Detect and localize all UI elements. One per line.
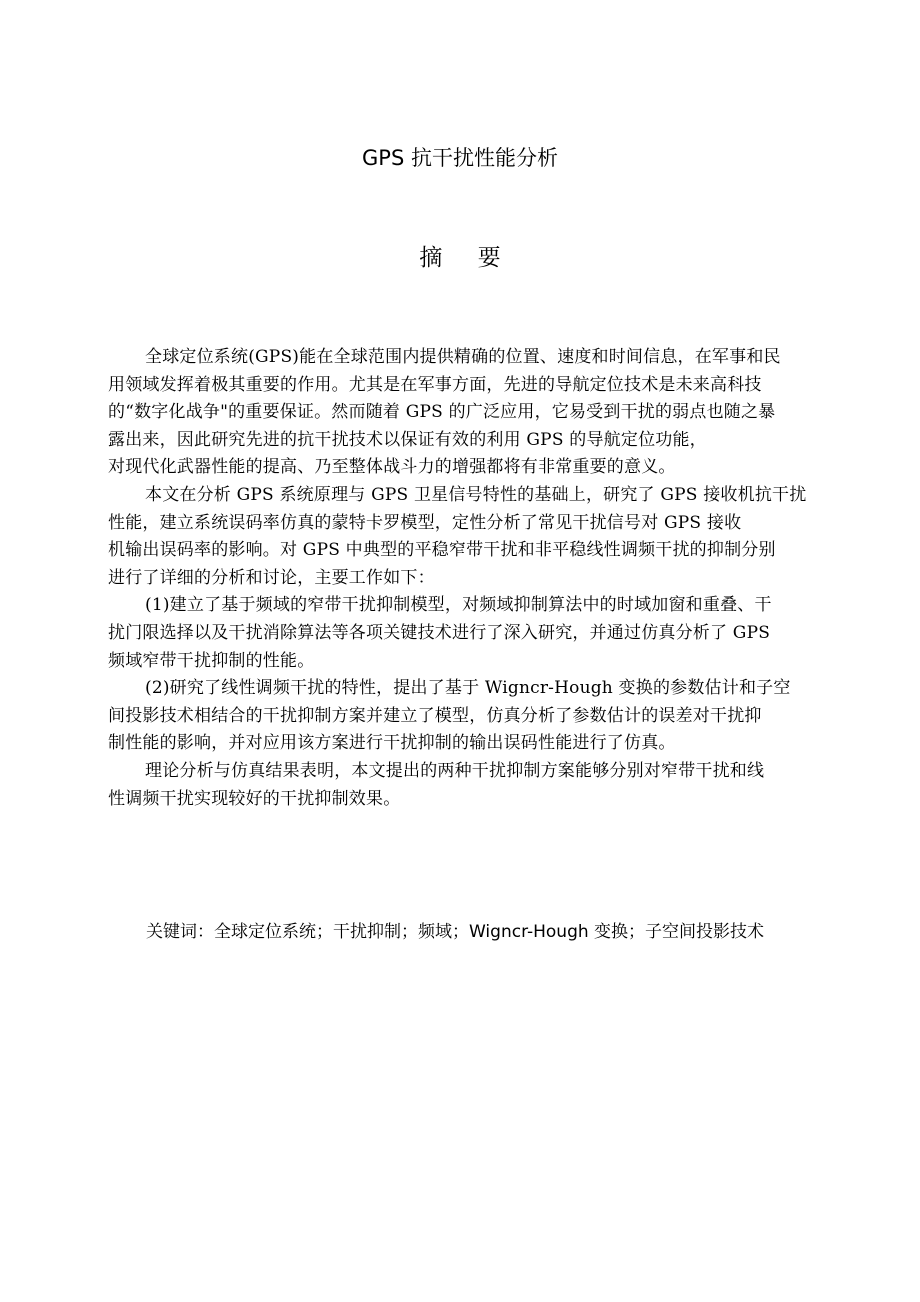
abstract-line: (1)建立了基于频域的窄带干扰抑制模型，对频域抑制算法中的时域加窗和重叠、干 [145,595,772,616]
abstract-line: 频域窄带干扰抑制的性能。 [108,650,315,671]
abstract-line: 制性能的影响，并对应用该方案进行干扰抑制的输出误码性能进行了仿真。 [108,733,676,754]
abstract-line: 露出来，因此研究先进的抗干扰技术以保证有效的利用 GPS 的导航定位功能， [108,429,707,450]
abstract-line: 间投影技术相结合的干扰抑制方案并建立了模型，仿真分析了参数估计的误差对干扰抑 [108,705,762,726]
keywords-line: 关键词：全球定位系统；干扰抑制；频域；Wigncr-Hough 变换；子空间投影技术 [146,922,765,942]
abstract-line: 用领域发挥着极其重要的作用。尤其是在军事方面，先进的导航定位技术是未来高科技 [108,374,762,395]
abstract-line: 进行了详细的分析和讨论，主要工作如下： [108,567,435,588]
abstract-line: 机输出误码率的影响。对 GPS 中典型的平稳窄带干扰和非平稳线性调频干扰的抑制分别 [108,540,776,561]
abstract-line: (2)研究了线性调频干扰的特性，提出了基于 Wigncr-Hough 变换的参数估计和子空 [145,678,791,699]
abstract-line: 理论分析与仿真结果表明，本文提出的两种干扰抑制方案能够分别对窄带干扰和线 [145,760,765,781]
document-title: GPS 抗干扰性能分析 [362,146,558,170]
abstract-line: 本文在分析 GPS 系统原理与 GPS 卫星信号特性的基础上，研究了 GPS 接收机抗干扰 [145,484,807,505]
abstract-line: 性调频干扰实现较好的干扰抑制效果。 [108,788,401,809]
abstract-line: 全球定位系统(GPS)能在全球范围内提供精确的位置、速度和时间信息，在军事和民 [145,347,781,367]
abstract-line: 对现代化武器性能的提高、乃至整体战斗力的增强都将有非常重要的意义。 [108,457,676,478]
abstract-line: 扰门限选择以及干扰消除算法等各项关键技术进行了深入研究，并通过仿真分析了 GPS [108,622,771,643]
abstract-heading: 摘 要 [419,245,515,271]
abstract-line: 的“数字化战争"的重要保证。然而随着 GPS 的广泛应用，它易受到干扰的弱点也随之暴 [108,402,776,423]
abstract-line: 性能，建立系统误码率仿真的蒙特卡罗模型，定性分析了常见干扰信号对 GPS 接收 [108,512,742,533]
abstract-body [108,344,818,813]
